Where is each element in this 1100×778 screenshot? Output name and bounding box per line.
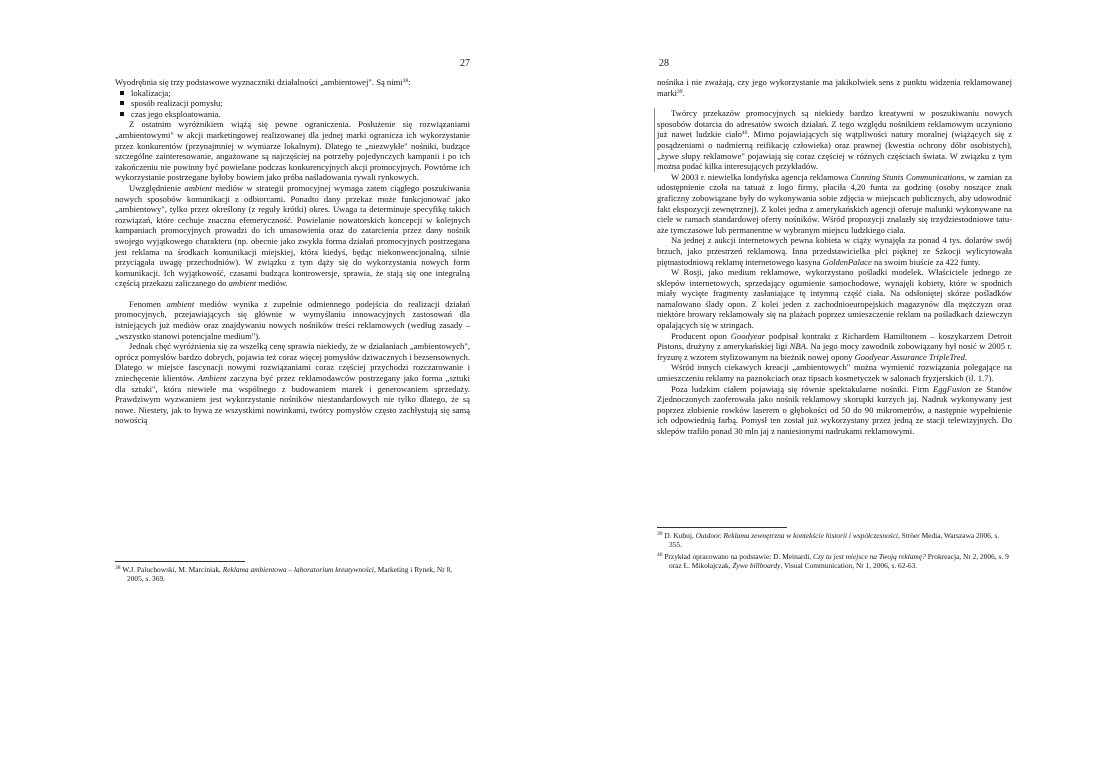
emphasis: ambient: [184, 182, 213, 193]
footnote-divider: [657, 527, 787, 528]
page-body: [115, 77, 470, 426]
paragraph-text: Wyodrębnia się trzy podstawowe wyznaczniki działalności „ambientowej". Są nimi: [115, 77, 403, 87]
footnote-title: Żywe billboardy: [732, 561, 781, 571]
paragraph-text: na swoim biuście za 422 funty.: [871, 256, 981, 267]
footnote-divider: [115, 561, 245, 562]
paragraph: Z ostatnim wyróżnikiem wiążą się pewne ograniczenia. Posłużenie się rozwiązaniami „ambientowymi" w akcji marketingowej realizowanej dla jednej marki ogranicza ich wykorzystanie przez konkurentów (przynajmniej w wymiarze lokalnym). Dlatego te „niezwykłe" nośniki, budzące szczególne zainteresowanie, angażowane są najczęściej na potrzeby pojedynczych kampanii i po ich zakończeniu nie powinny być powielane podczas konkurencyjnych akcji promocyjnych. Powtórne ich wykorzystanie postrzegane byłoby bowiem jako próba naśladowania rywali rynkowych.: [115, 119, 470, 183]
list-item-text: sposób realizacji pomysłu;: [131, 98, 223, 109]
paragraph: [115, 341, 470, 426]
list-item-text: lokalizacja;: [131, 87, 171, 98]
emphasis: Goodyear Assurance TripleTred: [854, 351, 965, 362]
paragraph-text: Fenomen: [129, 298, 167, 309]
bullet-icon: [120, 112, 124, 116]
paragraph-text: . Na jego mocy zawodnik zobowiązany był nosić w 2005 r. fryzurę z wzorem stylizowanym na bieżnik nowej opony: [657, 341, 1012, 362]
paragraph: [657, 331, 1012, 363]
paragraph-text: podpisał kontrakt z Richardem Hamiltonem – koszykarzem Detroit Pistons, drużyny z amerykańskiej ligi: [657, 330, 1012, 352]
footnote-number: 38: [115, 565, 121, 571]
emphasis: NBA: [789, 341, 806, 352]
paragraph-text: Uwzględnienie: [129, 182, 185, 193]
footnote-text: W.J. Paluchowski, M. Marciniak,: [122, 565, 223, 574]
paragraph-text: mediów.: [256, 278, 288, 289]
paragraph: [657, 77, 1012, 98]
footnotes: [657, 527, 1012, 573]
footnote-ref: 40: [741, 130, 748, 137]
right-page: [657, 0, 1012, 778]
paragraph-text: mediów w strategii promocyjnej wymaga zatem ciągłego poszukiwania nowych sposobów komunikacji z odbiorcami. Ponadto dany przekaz może funkcjonować jako „ambientowy", tylko przez określony (z reguły krótki) okres. Uwaga ta determinuje specyfikę takich rozwiązań, które cechuje znaczna efemeryczność. Powielanie nowatorskich koncepcji w kolejnych kampaniach promocyjnych prowadzi do ich umasowienia oraz do zatarcienia przez dany nośnik swojego wyjątkowego charakteru (np. obecnie jako zwykła forma działań promocyjnych postrzegana jest reklama na środkach komunikacji miejskiej, która kiedyś, będąc niekonwencjonalną, silnie przyciągała uwagę przechodniów). W związku z tym dąży się do wykorzystania nowych form komunikacji. Ich wyjątkowość, czasami budząca kontrowersje, sprawia, że stają się one integralną częścią przekazu zaliczanego do: [115, 182, 471, 289]
bullet-icon: [120, 91, 124, 95]
paragraph-text: Na jednej z aukcji internetowych pewna kobieta w ciąży wynajęła za ponad 4 tys. dolarów swój brzuch, jako przestrzeń reklamową. Inna przedstawicielka płci pięknej ze Szkocji wylicytowała piętnastodniową reklamę internetowego kasyna: [657, 235, 1012, 267]
footnote-number: 39: [657, 531, 663, 537]
bullet-list: [115, 88, 470, 120]
footnote: [657, 552, 1012, 571]
footnote-title: Reklama ambientowa – laboratorium kreatywności: [222, 565, 374, 574]
list-item: [115, 88, 470, 99]
page-number: 27: [460, 58, 470, 69]
paragraph-text: .: [964, 351, 968, 362]
paragraph-text: . Mimo pojawiających się wątpliwości natury moralnej (wiążących się z posądzeniami o nadmierną reifikację człowieka) oraz prawnej (kwestia ochrony dóbr osobistych), „żywe słupy reklamowe" pojawiają się coraz częściej w różnych częściach świata. W związku z tym można podać kilka interesujących przykładów.: [657, 129, 1012, 172]
footnote-number: 40: [657, 551, 663, 558]
paragraph-text: Jednak chęć wyróżnienia się za wszelką cenę sprawia niekiedy, że w działaniach „ambientowych", oprócz pomysłów bardzo dobrych, pojawia też coraz więcej pomysłów dziwacznych i bezsensownych. Dlatego w miejsce fascynacji nowymi rozwiązaniami coraz częściej przychodzi rozczarowanie i zniechęcenie klientów.: [115, 341, 470, 384]
paragraph-text: :: [408, 77, 411, 87]
left-page: [115, 0, 470, 778]
footnote: [657, 531, 1012, 550]
paragraph-text: Producent opon: [671, 330, 731, 341]
paragraph: [657, 172, 1012, 236]
paragraph: [115, 183, 470, 289]
page-number: 28: [659, 58, 669, 69]
footnote-title: Outdoor. Reklama zewnętrzna w kontekście historii i współczesności: [695, 531, 898, 540]
footnote-text: , Ströer Media, Warszawa 2006, s. 355.: [669, 531, 1000, 550]
footnotes: [115, 561, 470, 586]
emphasis: Goodyear: [730, 330, 766, 341]
footnote: [115, 565, 470, 584]
page-body: [657, 77, 1012, 437]
paragraph: [657, 384, 1012, 437]
list-item: [115, 109, 470, 120]
paragraph: Wśród innych ciekawych kreacji „ambientowych" można wymienić rozwiązania polegające na umieszczeniu reklamy na paznokciach oraz tipsach kosmetyczek w salonach fryzjerskich (il. 1.7).: [657, 362, 1012, 384]
paragraph: [654, 108, 1012, 172]
paragraph-text: W 2003 r. niewielka londyńska agencja reklamowa: [671, 171, 851, 182]
emphasis: Cunning Stunts Communications: [850, 171, 965, 182]
paragraph-text: zaczyna być przez reklamodawców postrzegany jako forma „sztuki dla sztuki", która niewiele ma wspólnego z budowaniem marek i generowaniem sprzedaży. Prawdziwym wyzwaniem jest wykorzystanie nośników niestandardowych nie tylko dlatego, że są nowe. Niestety, jak to bywa ze wszystkimi nowinkami, twórcy pomysłów często zachłystują się samą nowością: [115, 373, 470, 426]
paragraph-text: nośnika i nie zważają, czy jego wykorzystanie ma jakikolwiek sens z punktu widzenia reklamowanej marki: [657, 77, 1012, 98]
footnote-text: D. Kubuj,: [664, 531, 696, 540]
footnote-ref: 38: [402, 78, 409, 84]
footnote-title: Czy tu jest miejsce na Twoją reklamę?: [812, 551, 926, 561]
paragraph-text: mediów wynika z zupełnie odmiennego podejścia do realizacji działań promocyjnych, przejawiających się głównie w wymyślaniu innowacyjnych zastosowań dla istniejących już mediów oraz znajdywaniu nowych nośników treści reklamowych (według zasady – „wszystko stanowi potencjalne medium").: [115, 298, 470, 341]
emphasis: ambient: [228, 278, 257, 289]
footnote-text: Prokreacja, Nr 2, 2006, s. 9 oraz Ł. Mikołajczak,: [669, 551, 1009, 571]
paragraph: [657, 235, 1012, 267]
emphasis: GoldenPalace: [822, 256, 872, 267]
paragraph-text: .: [682, 87, 685, 98]
paragraph-text: ze Stanów Zjednoczonych zaoferowała jako nośnik reklamowy skorupki kurzych jaj. Nadruk wykonywany jest poprzez złobienie rowków laserem o głębokości od 50 do 90 mikrometrów, a następnie wypełnienie ich odpowiednią farbą. Pomysł ten został już wykorzystany przez jedną ze stacji telewizyjnych. Do sklepów trafiło ponad 30 mln jaj z naniesionymi nadrukami reklamowymi.: [657, 383, 1012, 436]
list-item: [115, 98, 470, 109]
bullet-icon: [120, 101, 124, 105]
paragraph: [115, 299, 470, 341]
paragraph-text: Poza ludzkim ciałem pojawiają się równie spektakularne nośniki. Firm: [671, 383, 933, 394]
footnote-text: Przykład opracowano na podstawie: D. Meinardi,: [664, 551, 813, 561]
paragraph-text: , w zamian za udostępnienie czoła na tatuaż z logo firmy, płaciła 4,20 funta za godzinę (osoby noszące znak graficzny zobowiązane były do wykonywania sobie zdjęcia w miejscach publicznych, aby udowodnić fakt ekspozycji zewnętrznej). Z kolei jedna z amerykańskich agencji oferuje malunki wykonywane na ciele w ramach standardowej oferty nośników. Wśród propozycji znalazły się trzydziestodniowe tatuaże tymczasowe lub permanentne w wybranym miejscu ludzkiego ciała.: [657, 171, 1012, 235]
footnote-ref: 39: [677, 88, 683, 95]
footnote-text: , Visual Communication, Nr 1, 2006, s. 62-63.: [780, 561, 918, 571]
list-item-text: czas jego eksploatowania.: [131, 108, 221, 119]
paragraph: W Rosji, jako medium reklamowe, wykorzystano pośladki modelek. Właściciele jednego ze sklepów internetowych, sprzedający ogumienie samochodowe, wynajęli kobiety, które w spodnich miały wycięte fragmenty zasłaniające tę intymną część ciała. Na odsłoniętej skórze pośladków namalowano ślady opon. Z kolei jeden z zachodnioeuropejskich magazynów dla mężczyzn oraz niektóre browary reklamowały się na plażach poprzez umieszczenie reklam na pośladkach dziewczyn opalających się w stringach.: [657, 267, 1012, 331]
footnote-text: , Marketing i Rynek, Nr 8, 2005, s. 369.: [127, 565, 453, 584]
paragraph: [115, 77, 470, 88]
emphasis: EggFusion: [932, 383, 971, 394]
emphasis: Ambient: [197, 373, 227, 384]
paragraph-text: Twórcy przekazów promocyjnych są niekiedy bardzo kreatywni w poszukiwaniu nowych sposobów dotarcia do adresatów swoich działań. Z tego względu nośnikiem reklamowym uczyniono już nawet ludzkie ciało: [657, 108, 1012, 140]
emphasis: ambient: [166, 298, 195, 309]
